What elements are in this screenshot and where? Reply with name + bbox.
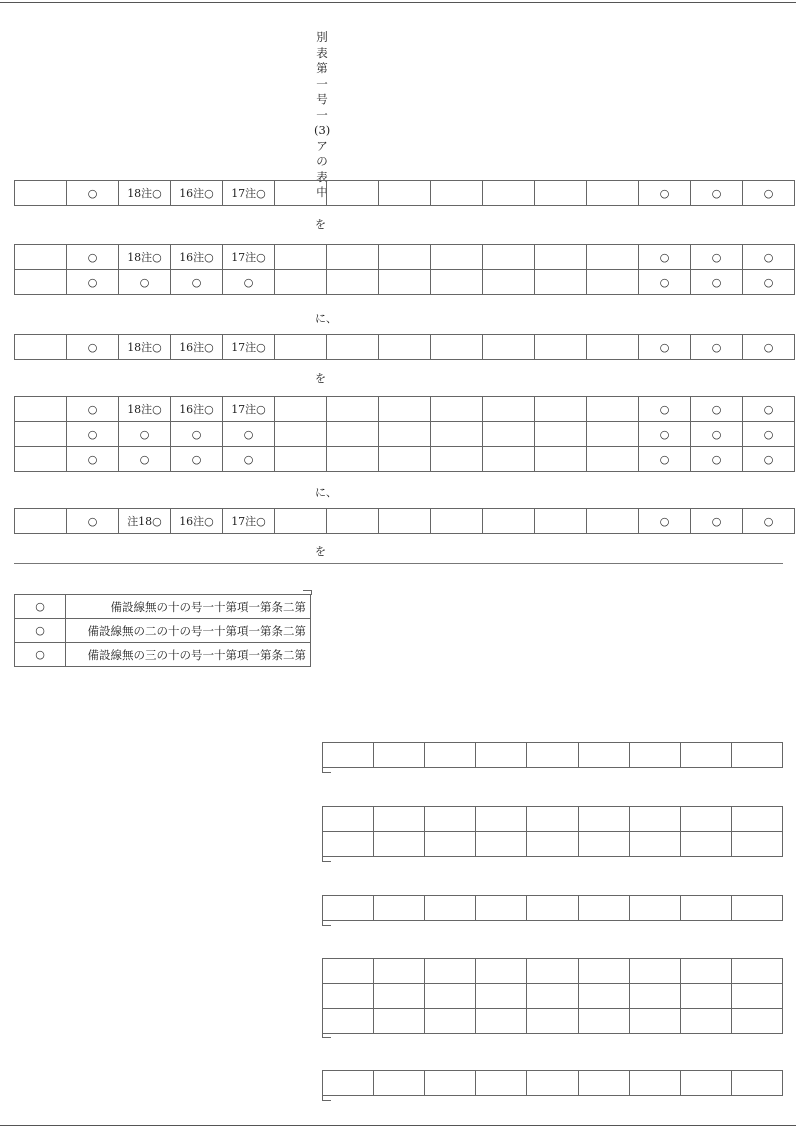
empty-cell: [578, 896, 629, 921]
empty-cell: [323, 832, 374, 857]
empty-cell: [425, 984, 476, 1009]
table-cell: 17注○: [223, 335, 275, 360]
table-cell: [15, 181, 67, 206]
empty-cell: [731, 984, 782, 1009]
grade-table-3: [14, 334, 795, 360]
table-cell: [483, 181, 535, 206]
empty-cell: [476, 984, 527, 1009]
table-cell: ○: [67, 335, 119, 360]
table-cell: [327, 422, 379, 447]
table-cell: 注18○: [119, 509, 171, 534]
table-cell: [483, 422, 535, 447]
bottom-rule: [0, 1125, 796, 1126]
table-cell: [483, 245, 535, 270]
empty-cell: [425, 896, 476, 921]
table-cell: [275, 181, 327, 206]
bracket-mark: [322, 768, 331, 773]
empty-cell: [527, 807, 578, 832]
empty-cell: [374, 896, 425, 921]
table-cell: ○: [67, 509, 119, 534]
empty-cell: [731, 896, 782, 921]
table-cell: [15, 509, 67, 534]
table-cell: [379, 447, 431, 472]
table-cell: 17注○: [223, 245, 275, 270]
table-cell: ○: [639, 335, 691, 360]
empty-cell: [629, 959, 680, 984]
table-cell: ○: [691, 509, 743, 534]
table-cell: [483, 397, 535, 422]
table-cell: [379, 245, 431, 270]
table-cell: [275, 397, 327, 422]
caption-wo-3: を: [315, 545, 326, 558]
table-cell: [535, 397, 587, 422]
caption-wo-1: を: [315, 218, 326, 231]
table-cell: ○: [67, 397, 119, 422]
table-cell: ○: [743, 245, 795, 270]
table-cell: [275, 245, 327, 270]
bracket-mark: [322, 857, 331, 862]
table-cell: [587, 509, 639, 534]
empty-cell: [425, 807, 476, 832]
table-cell: [327, 181, 379, 206]
bracket-mark: [322, 921, 331, 926]
empty-row: [323, 984, 783, 1009]
article-text: 備設線無の三の十の号一十第項一第条二第: [66, 643, 311, 667]
empty-cell: [425, 1009, 476, 1034]
empty-grid-5: [322, 1070, 783, 1096]
table-row: [15, 335, 795, 360]
empty-cell: [527, 896, 578, 921]
empty-cell: [476, 1071, 527, 1096]
empty-row: [323, 959, 783, 984]
table-cell: [275, 447, 327, 472]
table-cell: ○: [639, 181, 691, 206]
table-cell: [483, 335, 535, 360]
table-row: [15, 447, 795, 472]
empty-cell: [527, 743, 578, 768]
section-title: 別表第一号一(3)アの表中: [314, 30, 331, 199]
article-row: [15, 643, 311, 667]
table-row: [15, 509, 795, 534]
table-cell: [587, 335, 639, 360]
table-cell: [15, 245, 67, 270]
table-cell: ○: [223, 270, 275, 295]
empty-cell: [476, 959, 527, 984]
table-cell: ○: [67, 181, 119, 206]
table-cell: [431, 245, 483, 270]
table-cell: ○: [691, 447, 743, 472]
empty-grid-4: [322, 958, 783, 1034]
empty-cell: [323, 1009, 374, 1034]
table-cell: 18注○: [119, 245, 171, 270]
table-row: [15, 181, 795, 206]
empty-cell: [374, 743, 425, 768]
empty-cell: [731, 1071, 782, 1096]
bracket-mark: [322, 1096, 331, 1101]
table-cell: [275, 422, 327, 447]
table-cell: [587, 245, 639, 270]
table-cell: [379, 397, 431, 422]
table-cell: ○: [743, 447, 795, 472]
table-cell: [431, 509, 483, 534]
empty-cell: [425, 743, 476, 768]
empty-cell: [680, 832, 731, 857]
empty-cell: [476, 832, 527, 857]
table-cell: ○: [639, 270, 691, 295]
caption-wo-2: を: [315, 372, 326, 385]
empty-cell: [578, 959, 629, 984]
table-cell: 17注○: [223, 509, 275, 534]
table-cell: [327, 270, 379, 295]
top-rule: [0, 2, 796, 3]
table-cell: [15, 397, 67, 422]
table-cell: [379, 509, 431, 534]
table-cell: [535, 245, 587, 270]
empty-cell: [680, 807, 731, 832]
grade-table-4: [14, 396, 795, 472]
empty-cell: [527, 1009, 578, 1034]
table-cell: ○: [119, 422, 171, 447]
empty-cell: [425, 959, 476, 984]
table-cell: 18注○: [119, 397, 171, 422]
table-cell: [587, 181, 639, 206]
empty-row: [323, 807, 783, 832]
empty-cell: [578, 807, 629, 832]
empty-cell: [323, 959, 374, 984]
article-text: 備設線無の二の十の号一十第項一第条二第: [66, 619, 311, 643]
table-cell: [327, 397, 379, 422]
table-cell: [379, 181, 431, 206]
table-cell: [587, 447, 639, 472]
table-cell: ○: [639, 447, 691, 472]
table-cell: [327, 509, 379, 534]
table-cell: ○: [171, 447, 223, 472]
table-cell: [535, 422, 587, 447]
table-cell: [431, 447, 483, 472]
article-row: [15, 595, 311, 619]
empty-cell: [323, 743, 374, 768]
empty-cell: [578, 1071, 629, 1096]
table-cell: [379, 422, 431, 447]
table-cell: ○: [639, 422, 691, 447]
table-cell: [431, 270, 483, 295]
table-cell: [327, 245, 379, 270]
table-cell: ○: [67, 245, 119, 270]
table-cell: [483, 509, 535, 534]
table-cell: 18注○: [119, 335, 171, 360]
table-row: [15, 422, 795, 447]
table-cell: [15, 335, 67, 360]
empty-cell: [578, 743, 629, 768]
empty-cell: [680, 1071, 731, 1096]
empty-cell: [731, 807, 782, 832]
article-mark: ○: [15, 595, 66, 619]
table-cell: [275, 270, 327, 295]
empty-cell: [731, 743, 782, 768]
article-table: [14, 594, 311, 667]
table-cell: ○: [67, 270, 119, 295]
table-cell: ○: [691, 397, 743, 422]
table-cell: ○: [171, 270, 223, 295]
empty-grid-2: [322, 806, 783, 857]
empty-cell: [374, 832, 425, 857]
empty-cell: [425, 1071, 476, 1096]
table-cell: ○: [119, 270, 171, 295]
empty-row: [323, 743, 783, 768]
empty-cell: [374, 807, 425, 832]
empty-cell: [629, 1009, 680, 1034]
article-text: 備設線無の十の号一十第項一第条二第: [66, 595, 311, 619]
grade-table-2: [14, 244, 795, 295]
grade-table-1: [14, 180, 795, 206]
table-cell: [535, 335, 587, 360]
table-row: [15, 245, 795, 270]
empty-grid-3: [322, 895, 783, 921]
empty-cell: [629, 807, 680, 832]
table-cell: [587, 397, 639, 422]
empty-cell: [374, 1071, 425, 1096]
empty-cell: [629, 896, 680, 921]
empty-cell: [476, 743, 527, 768]
caption-ni-1: に、: [315, 312, 337, 325]
empty-cell: [680, 984, 731, 1009]
empty-cell: [731, 832, 782, 857]
empty-cell: [374, 1009, 425, 1034]
empty-cell: [476, 896, 527, 921]
table-cell: [535, 270, 587, 295]
empty-cell: [680, 959, 731, 984]
table-cell: [15, 422, 67, 447]
table-cell: [587, 422, 639, 447]
empty-cell: [527, 984, 578, 1009]
empty-cell: [527, 959, 578, 984]
table-cell: ○: [639, 397, 691, 422]
empty-row: [323, 896, 783, 921]
table-cell: ○: [119, 447, 171, 472]
empty-cell: [527, 1071, 578, 1096]
table-cell: [15, 447, 67, 472]
empty-cell: [578, 984, 629, 1009]
empty-row: [323, 832, 783, 857]
empty-cell: [629, 832, 680, 857]
grade-table-5: [14, 508, 795, 534]
table-cell: [327, 447, 379, 472]
table-cell: [535, 447, 587, 472]
empty-cell: [323, 896, 374, 921]
table-cell: 17注○: [223, 397, 275, 422]
table-cell: [431, 397, 483, 422]
empty-cell: [680, 896, 731, 921]
bracket-mark: [322, 1033, 331, 1038]
empty-cell: [425, 832, 476, 857]
empty-row: [323, 1009, 783, 1034]
table-cell: ○: [67, 447, 119, 472]
table-cell: 17注○: [223, 181, 275, 206]
table-cell: ○: [743, 509, 795, 534]
mid-rule: [14, 563, 783, 564]
table-cell: ○: [743, 335, 795, 360]
table-cell: ○: [639, 245, 691, 270]
table-cell: [483, 270, 535, 295]
table-cell: ○: [691, 270, 743, 295]
table-cell: ○: [691, 335, 743, 360]
table-cell: [587, 270, 639, 295]
empty-cell: [476, 807, 527, 832]
table-cell: ○: [691, 422, 743, 447]
table-cell: [483, 447, 535, 472]
empty-cell: [323, 807, 374, 832]
empty-cell: [578, 1009, 629, 1034]
empty-cell: [680, 1009, 731, 1034]
article-mark: ○: [15, 619, 66, 643]
table-cell: [379, 270, 431, 295]
table-cell: [535, 509, 587, 534]
empty-cell: [374, 984, 425, 1009]
table-cell: ○: [171, 422, 223, 447]
empty-cell: [578, 832, 629, 857]
table-cell: ○: [743, 181, 795, 206]
table-row: [15, 270, 795, 295]
table-cell: 16注○: [171, 335, 223, 360]
table-cell: ○: [743, 270, 795, 295]
article-mark: ○: [15, 643, 66, 667]
table-cell: 16注○: [171, 181, 223, 206]
table-cell: [275, 335, 327, 360]
table-cell: [431, 335, 483, 360]
table-row: [15, 397, 795, 422]
empty-grid-1: [322, 742, 783, 768]
table-cell: ○: [743, 422, 795, 447]
table-cell: [431, 181, 483, 206]
empty-cell: [527, 832, 578, 857]
table-cell: ○: [691, 181, 743, 206]
table-cell: ○: [743, 397, 795, 422]
empty-row: [323, 1071, 783, 1096]
empty-cell: [374, 959, 425, 984]
table-cell: [535, 181, 587, 206]
table-cell: 16注○: [171, 509, 223, 534]
table-cell: [275, 509, 327, 534]
table-cell: [379, 335, 431, 360]
table-cell: ○: [223, 422, 275, 447]
table-cell: [431, 422, 483, 447]
table-cell: [15, 270, 67, 295]
table-cell: 16注○: [171, 397, 223, 422]
table-cell: ○: [639, 509, 691, 534]
empty-cell: [629, 1071, 680, 1096]
table-cell: 16注○: [171, 245, 223, 270]
table-cell: [327, 335, 379, 360]
table-cell: 18注○: [119, 181, 171, 206]
empty-cell: [323, 984, 374, 1009]
caption-ni-2: に、: [315, 486, 337, 499]
empty-cell: [629, 984, 680, 1009]
empty-cell: [629, 743, 680, 768]
table-cell: ○: [67, 422, 119, 447]
article-row: [15, 619, 311, 643]
table-cell: ○: [691, 245, 743, 270]
empty-cell: [476, 1009, 527, 1034]
empty-cell: [680, 743, 731, 768]
table-cell: ○: [223, 447, 275, 472]
empty-cell: [731, 959, 782, 984]
empty-cell: [731, 1009, 782, 1034]
empty-cell: [323, 1071, 374, 1096]
